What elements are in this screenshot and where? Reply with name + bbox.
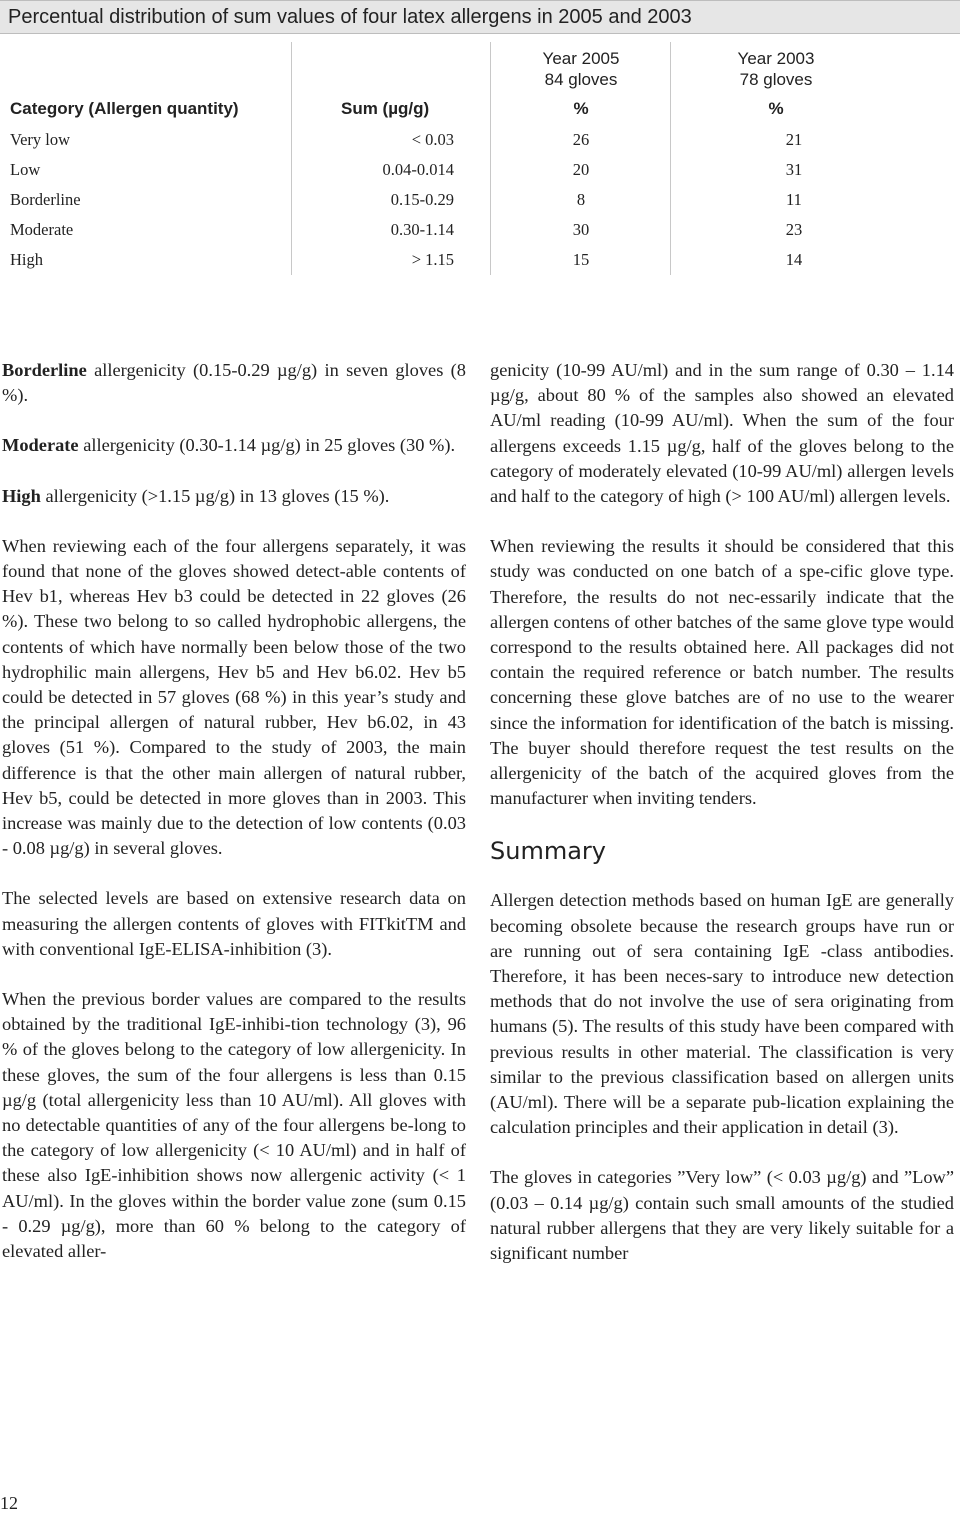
borderline-label: Borderline <box>2 360 87 380</box>
sum-column-header: Sum (µg/g) <box>341 99 430 118</box>
row-category: Moderate <box>10 220 74 239</box>
percent-2003-header: % <box>768 99 784 118</box>
moderate-paragraph <box>2 433 466 458</box>
high-text: allergenicity (>1.15 µg/g) in 13 gloves (15 %). <box>40 485 390 506</box>
category-column-header: Category (Allergen quantity) <box>10 99 239 118</box>
row-percent-2003: 31 <box>785 160 803 179</box>
categories-paragraph: The gloves in categories ”Very low” (< 0.03 µg/g) and ”Low” (0.03 – 0.14 µg/g) contain such small amounts of the studied natural rubber allergens that they are very likely suitable for a significant number <box>490 1167 954 1264</box>
row-category: Low <box>10 160 41 179</box>
row-percent-2005: 8 <box>576 190 586 209</box>
row-percent-2003: 21 <box>785 130 803 149</box>
row-category: High <box>10 250 43 269</box>
left-column <box>2 358 466 1264</box>
border-values-paragraph: When the previous border values are compared to the results obtained by the traditional IgE-inhibi-tion technology (3), 96 % of the gloves belong to the category of low allergenicity. In these gloves, the sum of the four allergens is less than 0.15 µg/g (total allergenicity less than 10 AU/ml). All gloves with no detectable quantities of any of the four allergens be-long to the category of low allergenicity (< 10 AU/ml) and in half of these also IgE-inhibition shows now allergenic activity (< 1 AU/ml). In the gloves within the border value zone (sum 0.15 - 0.29 µg/g), more than 60 % belong to the category of elevated aller- <box>2 989 466 1262</box>
high-paragraph <box>2 484 466 509</box>
borderline-text: allergenicity (0.15-0.29 µg/g) in seven gloves (8 %). <box>2 360 466 406</box>
row-sum: > 1.15 <box>411 250 454 269</box>
row-percent-2005: 26 <box>572 130 590 149</box>
high-label: High <box>2 485 41 506</box>
elevated-allergenicity-paragraph: genicity (10-99 AU/ml) and in the sum range of 0.30 – 1.14 µg/g, about 80 % of the samples also showed an elevated AU/ml reading (10-99 AU/ml). When the sum of the four allergens exceeds 1.15 µg/g, half of the gloves belong to the category of moderately elevated (10-99 AU/ml) allergen levels and half to the category of high (> 100 AU/ml) allergen levels. <box>490 360 954 507</box>
selected-levels-paragraph: The selected levels are based on extensive research data on measuring the allergen contents of gloves with FITkitTM and with conventional IgE-ELISA-inhibition (3). <box>2 888 466 959</box>
row-sum: 0.04-0.014 <box>382 160 454 179</box>
row-sum: 0.15-0.29 <box>390 190 454 209</box>
batch-review-paragraph: When reviewing the results it should be considered that this study was conducted on one batch of a spe-cific glove type. Therefore, the results do not nec-essarily indicate that the allergen contens of other batches of the same glove type would correspond to the results obtained here. All packages did not contain the required reference or batch number. The results concerning these glove batches are of no use to the wearer since the information for identification of the batch is missing. The buyer should therefore request the test results on the allergenicity of the batch of the acquired gloves from the manufacturer when inviting tenders. <box>490 536 954 809</box>
row-percent-2005: 30 <box>572 220 590 239</box>
summary-heading: Summary <box>490 837 606 866</box>
row-percent-2003: 14 <box>785 250 803 269</box>
row-percent-2003: 23 <box>785 220 803 239</box>
summary-paragraph: Allergen detection methods based on human IgE are generally becoming obsolete because the research groups have run or are running out of sera containing IgE -class antibodies. Therefore, it has been neces-sary to introduce new detection methods that do not involve the use of sera originating from humans (5). The results of this study have been compared with previous results in other material. The classification is very similar to the previous classification based on allergen units (AU/ml). There will be a separate pub-lication explaining the calculation principles and their application in detail (3). <box>490 890 954 1138</box>
row-category: Borderline <box>10 190 81 209</box>
row-percent-2005: 15 <box>572 250 590 269</box>
table-column-divider <box>490 42 491 275</box>
row-percent-2005: 20 <box>572 160 590 179</box>
moderate-text: allergenicity (0.30-1.14 µg/g) in 25 gloves (30 %). <box>78 435 456 456</box>
row-category: Very low <box>10 130 71 149</box>
percent-2005-header: % <box>573 99 589 118</box>
page-number: 12 <box>0 1493 18 1513</box>
row-sum: < 0.03 <box>411 130 454 149</box>
row-sum: 0.30-1.14 <box>390 220 454 239</box>
table-title: Percentual distribution of sum values of four latex allergens in 2005 and 2003 <box>0 0 960 34</box>
allergens-review-paragraph: When reviewing each of the four allergens separately, it was found that none of the gloves showed detect-able contents of Hev b1, whereas Hev b3 could be detected in 22 gloves (26 %). These two belong to so called hydrophobic allergens, the contents of which have normally been below those of the two hydrophilic main allergens, Hev b5 and Hev b6.02. Hev b5 could be detected in 57 gloves (68 %) in this year’s study and the principal allergen of natural rubber, Hev b6.02, in 43 gloves (51 %). Compared to the study of 2003, the main difference is that the other main allergen of natural rubber, Hev b5, could be detected in more gloves than in 2003. This increase was mainly due to the detection of low contents (0.03 - 0.08 µg/g) in several gloves. <box>2 535 466 859</box>
right-column <box>490 358 954 1266</box>
borderline-paragraph <box>2 358 466 408</box>
moderate-label: Moderate <box>2 435 79 456</box>
year-2003-header: Year 2003 78 gloves <box>737 49 815 89</box>
year-2005-header: Year 2005 84 gloves <box>542 49 620 89</box>
row-percent-2003: 11 <box>786 190 802 209</box>
table-column-divider <box>291 42 292 275</box>
table-column-divider <box>670 42 671 275</box>
